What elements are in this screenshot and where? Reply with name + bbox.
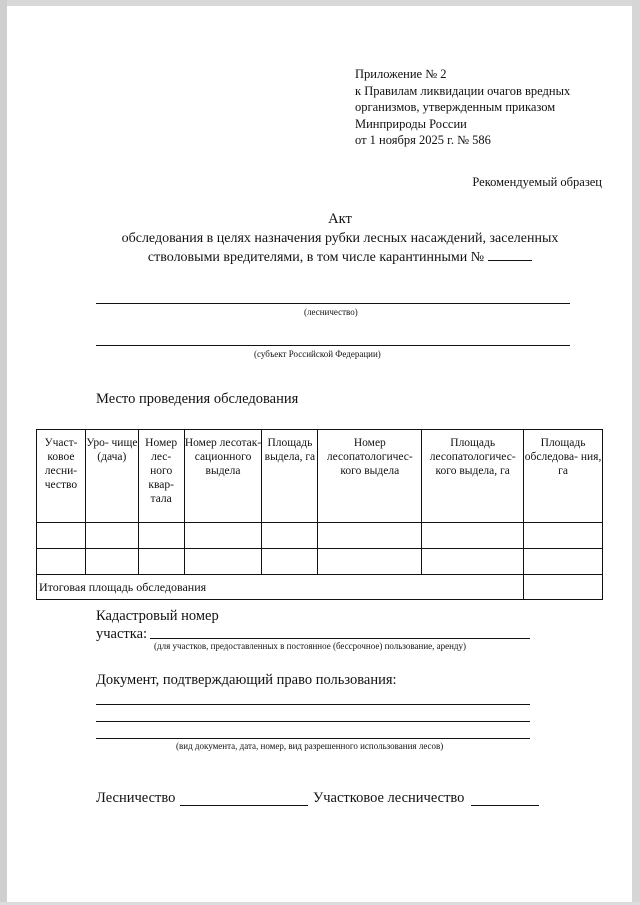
district-forestry-label: Участковое лесничество: [313, 790, 465, 806]
table-cell[interactable]: [85, 523, 138, 549]
appendix-line: от 1 ноября 2025 г. № 586: [355, 133, 491, 147]
district-forestry-input-line[interactable]: [471, 805, 539, 806]
header-cell: Площадь лесопатологичес- кого выдела, га: [422, 430, 524, 523]
appendix-line: организмов, утвержденным приказом: [355, 100, 556, 114]
header-cell: Площадь обследова- ния, га: [524, 430, 603, 523]
table-header-row: [37, 430, 603, 523]
total-area-label: Итоговая площадь обследования: [37, 575, 524, 600]
forestry-caption: (лесничество): [304, 307, 358, 317]
table-cell[interactable]: [138, 523, 184, 549]
table-cell[interactable]: [422, 549, 524, 575]
table-row: [37, 523, 603, 549]
appendix-line: Минприроды России: [355, 116, 467, 131]
table-cell[interactable]: [138, 549, 184, 575]
header-cell: Уро- чище (дача): [85, 430, 138, 523]
table-cell[interactable]: [524, 549, 603, 575]
scan-edge-left: [0, 0, 7, 905]
document-title: Акт: [328, 211, 352, 227]
table-cell[interactable]: [37, 549, 86, 575]
appendix-line: Приложение № 2: [355, 67, 447, 81]
forestry-input-line[interactable]: [96, 303, 570, 304]
document-input-line[interactable]: [96, 721, 530, 722]
table-cell[interactable]: [318, 549, 422, 575]
table-total-row: [37, 575, 603, 600]
table-cell[interactable]: [262, 523, 318, 549]
table-cell[interactable]: [85, 549, 138, 575]
recommended-sample-label: Рекомендуемый образец: [472, 175, 602, 189]
table-row: [37, 549, 603, 575]
cadastral-caption: (для участков, предоставленных в постоянное (бессрочное) пользование, аренду): [154, 641, 467, 651]
total-area-cell[interactable]: [524, 575, 603, 600]
region-input-line[interactable]: [96, 345, 570, 346]
place-heading: Место проведения обследования: [96, 391, 299, 407]
table-cell[interactable]: [184, 549, 262, 575]
appendix-line: к Правилам ликвидации очагов вредных: [355, 83, 571, 98]
forestry-input-line-bottom[interactable]: [180, 805, 308, 806]
document-label: Документ, подтверждающий право пользования:: [96, 672, 397, 688]
document-input-line[interactable]: [96, 738, 530, 739]
header-cell: Площадь выдела, га: [262, 430, 318, 523]
table-cell[interactable]: [184, 523, 262, 549]
document-caption: (вид документа, дата, номер, вид разрешенного использования лесов): [176, 741, 444, 751]
table-cell[interactable]: [37, 523, 86, 549]
header-cell: Номер лесотак- сационного выдела: [184, 430, 262, 523]
forestry-label: Лесничество: [96, 790, 176, 806]
header-cell: Номер лес- ного квар- тала: [138, 430, 184, 523]
act-number-field[interactable]: [488, 248, 532, 261]
header-cell: Участ- ковое лесни- чество: [37, 430, 86, 523]
table-cell[interactable]: [318, 523, 422, 549]
subtitle-text: стволовыми вредителями, в том числе карантинными №: [147, 250, 485, 265]
region-caption: (субъект Российской Федерации): [254, 349, 381, 359]
document-subtitle-line-1: обследования в целях назначения рубки лесных насаждений, заселенных: [121, 231, 559, 246]
survey-table: [36, 429, 603, 600]
scan-edge-right: [632, 0, 640, 905]
document-subtitle-line-2: [70, 248, 610, 267]
header-cell: Номер лесопатологичес- кого выдела: [318, 430, 422, 523]
appendix-block: [355, 66, 570, 149]
table-cell[interactable]: [422, 523, 524, 549]
table-cell[interactable]: [524, 523, 603, 549]
cadastral-label-plot: участка:: [96, 626, 148, 642]
table-cell[interactable]: [262, 549, 318, 575]
cadastral-label: Кадастровый номер: [96, 608, 219, 624]
document-input-line[interactable]: [96, 704, 530, 705]
cadastral-number-input-line[interactable]: [150, 638, 530, 639]
scan-edge-top: [0, 0, 640, 6]
